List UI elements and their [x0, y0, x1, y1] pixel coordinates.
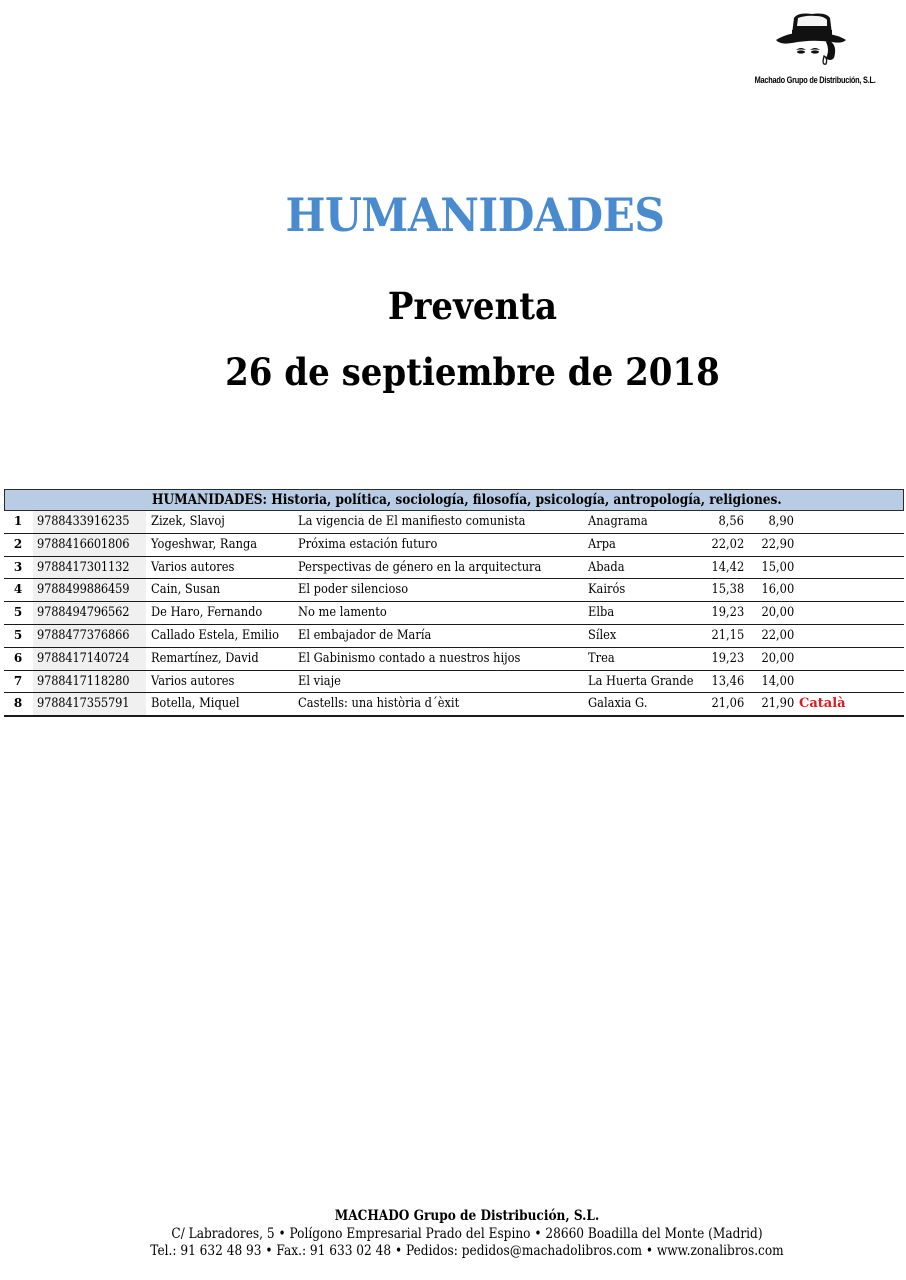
- isbn-cell: [33, 693, 146, 715]
- author-cell-text: Cain, Susan: [151, 582, 221, 598]
- isbn-cell: [33, 602, 146, 624]
- publisher-cell: [588, 693, 655, 715]
- publisher-cell-text: Galaxia G.: [588, 696, 648, 712]
- publisher-cell-text: Abada: [588, 559, 625, 575]
- pvp-price-cell: [744, 671, 794, 693]
- author-cell: [151, 511, 235, 533]
- row-number-text: 5: [13, 605, 23, 620]
- publisher-cell: [588, 557, 630, 579]
- isbn-cell-text: 9788477376866: [37, 627, 130, 643]
- pvp-price-cell: [744, 557, 794, 579]
- title-cell-text: La vigencia de El manifiesto comunista: [298, 514, 526, 529]
- publisher-cell-text: La Huerta Grande: [588, 673, 694, 689]
- net-price-cell-text: 22,02: [711, 536, 744, 552]
- isbn-cell: [33, 557, 146, 579]
- title-cell-text: El Gabinismo contado a nuestros hijos: [298, 650, 521, 666]
- table-row: [4, 511, 904, 534]
- author-cell-text: Zizek, Slavoj: [151, 514, 225, 529]
- row-number-text: 1: [13, 514, 23, 528]
- net-price-cell: [694, 602, 744, 624]
- author-cell: [151, 693, 252, 715]
- net-price-cell-text: 14,42: [711, 559, 744, 575]
- author-cell: [151, 648, 273, 670]
- net-price-cell-text: 15,38: [711, 582, 744, 598]
- isbn-cell-text: 9788417301132: [37, 559, 130, 575]
- row-number-text: 8: [13, 696, 23, 711]
- pvp-price-cell: [744, 534, 794, 556]
- net-price-cell-text: 21,15: [711, 627, 744, 643]
- isbn-cell: [33, 671, 146, 693]
- title-cell-text: El viaje: [298, 673, 341, 689]
- isbn-cell: [33, 648, 146, 670]
- title-cell: [298, 671, 347, 693]
- net-price-cell-text: 8,56: [718, 514, 744, 529]
- title-cell: [298, 579, 423, 601]
- pvp-price-cell-text: 20,00: [761, 650, 794, 666]
- isbn-cell: [33, 579, 146, 601]
- table-row: [4, 579, 904, 602]
- isbn-cell-text: 9788417140724: [37, 650, 130, 666]
- row-number: [4, 602, 32, 624]
- row-number: [4, 693, 32, 715]
- row-number: [4, 648, 32, 670]
- pvp-price-cell-text: 16,00: [761, 582, 794, 598]
- company-logo: [742, 12, 882, 92]
- row-number-text: 4: [13, 582, 23, 597]
- row-number-text: 5: [13, 627, 23, 642]
- page-title: HUMANIDADES: [285, 188, 665, 242]
- publisher-cell-text: Anagrama: [588, 514, 648, 529]
- net-price-cell: [694, 671, 744, 693]
- isbn-cell-text: 9788494796562: [37, 605, 130, 621]
- pvp-price-cell-text: 15,00: [761, 559, 794, 575]
- publisher-cell: [588, 534, 620, 556]
- title-cell-text: Castells: una història d´èxit: [298, 696, 460, 712]
- net-price-cell: [694, 625, 744, 647]
- author-cell: [151, 625, 296, 647]
- title-cell: [298, 534, 456, 556]
- author-cell: [151, 671, 246, 693]
- author-cell-text: Botella, Miquel: [151, 696, 240, 712]
- net-price-cell-text: 13,46: [711, 673, 744, 689]
- publisher-cell-text: Kairós: [588, 582, 626, 598]
- row-number: [4, 625, 32, 647]
- table-row: [4, 557, 904, 580]
- publisher-cell: [588, 579, 630, 601]
- net-price-cell-text: 21,06: [711, 696, 744, 712]
- net-price-cell: [694, 693, 744, 715]
- net-price-cell: [694, 534, 744, 556]
- isbn-cell-text: 9788433916235: [37, 514, 130, 529]
- table-row: [4, 534, 904, 557]
- logo-caption: Machado Grupo de Distribución, S.L.: [754, 75, 876, 85]
- row-number-text: 6: [13, 650, 23, 665]
- row-number-text: 7: [13, 673, 23, 688]
- table-row: [4, 625, 904, 648]
- author-cell: [151, 534, 272, 556]
- title-cell-text: No me lamento: [298, 605, 387, 621]
- table-row: [4, 693, 904, 717]
- footer-address: C/ Labradores, 5 • Polígono Empresarial Prado del Espino • 28660 Boadilla del Monte (Madrid): [171, 1225, 763, 1242]
- author-cell: [151, 579, 230, 601]
- publisher-cell: [588, 602, 618, 624]
- pvp-price-cell-text: 14,00: [761, 673, 794, 689]
- table-row: [4, 671, 904, 694]
- title-cell-text: El poder silencioso: [298, 582, 409, 598]
- publisher-cell: [588, 625, 620, 647]
- net-price-cell: [694, 648, 744, 670]
- footer-company: MACHADO Grupo de Distribución, S.L.: [334, 1208, 600, 1224]
- title-cell-text: El embajador de María: [298, 627, 432, 643]
- pvp-price-cell: [744, 625, 794, 647]
- publisher-cell: [588, 648, 618, 670]
- author-cell-text: Varios autores: [151, 559, 235, 575]
- page-subtitle: Preventa: [387, 284, 558, 328]
- language-note-text: Català: [799, 696, 846, 712]
- pvp-price-cell: [744, 693, 794, 715]
- book-list-table: [4, 489, 904, 717]
- language-note: [799, 693, 846, 715]
- author-cell-text: De Haro, Fernando: [151, 605, 263, 621]
- isbn-cell-text: 9788417118280: [37, 673, 130, 689]
- pvp-price-cell: [744, 511, 794, 533]
- pvp-price-cell: [744, 579, 794, 601]
- title-cell: [298, 648, 551, 670]
- title-cell: [298, 511, 556, 533]
- table-body: [4, 511, 904, 717]
- pvp-price-cell-text: 8,90: [768, 514, 794, 529]
- author-cell-text: Callado Estela, Emilio: [151, 627, 279, 643]
- net-price-cell: [694, 579, 744, 601]
- publisher-cell-text: Arpa: [588, 536, 616, 552]
- isbn-cell-text: 9788417355791: [37, 696, 130, 712]
- author-cell: [151, 557, 246, 579]
- man-with-fedora-hat-icon: [772, 12, 852, 74]
- title-cell: [298, 602, 399, 624]
- row-number: [4, 671, 32, 693]
- isbn-cell: [33, 511, 146, 533]
- pvp-price-cell-text: 21,90: [761, 696, 794, 712]
- publisher-cell-text: Trea: [588, 650, 615, 666]
- table-row: [4, 602, 904, 625]
- page-date: 26 de septiembre de 2018: [225, 350, 720, 394]
- pvp-price-cell-text: 20,00: [761, 605, 794, 621]
- author-cell-text: Remartínez, David: [151, 650, 259, 666]
- pvp-price-cell-text: 22,90: [761, 536, 794, 552]
- row-number: [4, 557, 32, 579]
- title-cell-text: Perspectivas de género en la arquitectura: [298, 559, 542, 575]
- publisher-cell-text: Sílex: [588, 627, 617, 643]
- title-cell: [298, 693, 481, 715]
- isbn-cell: [33, 625, 146, 647]
- title-cell: [298, 625, 449, 647]
- author-cell-text: Yogeshwar, Ranga: [151, 536, 258, 552]
- net-price-cell-text: 19,23: [711, 605, 744, 621]
- publisher-cell: [588, 511, 656, 533]
- net-price-cell: [694, 557, 744, 579]
- section-heading: HUMANIDADES: Historia, política, sociología, filosofía, psicología, antropología, religiones.: [152, 492, 782, 508]
- page-footer: [47, 1208, 888, 1261]
- author-cell-text: Varios autores: [151, 673, 235, 689]
- net-price-cell: [694, 511, 744, 533]
- pvp-price-cell: [744, 648, 794, 670]
- pvp-price-cell: [744, 602, 794, 624]
- publisher-cell-text: Elba: [588, 605, 615, 621]
- footer-contact: Tel.: 91 632 48 93 • Fax.: 91 633 02 48 • Pedidos: pedidos@machadolibros.com • www.zonalibros.com: [150, 1243, 784, 1259]
- row-number: [4, 579, 32, 601]
- title-cell: [298, 557, 575, 579]
- publisher-cell: [588, 671, 708, 693]
- section-heading-band: [4, 489, 904, 511]
- pvp-price-cell-text: 22,00: [761, 627, 794, 643]
- table-row: [4, 648, 904, 671]
- isbn-cell-text: 9788499886459: [37, 582, 130, 598]
- title-cell-text: Próxima estación futuro: [298, 536, 438, 552]
- net-price-cell-text: 19,23: [711, 650, 744, 666]
- row-number-text: 3: [13, 559, 23, 574]
- author-cell: [151, 602, 278, 624]
- isbn-cell: [33, 534, 146, 556]
- isbn-cell-text: 9788416601806: [37, 536, 130, 552]
- row-number: [4, 511, 32, 533]
- row-number: [4, 534, 32, 556]
- row-number-text: 2: [13, 536, 23, 551]
